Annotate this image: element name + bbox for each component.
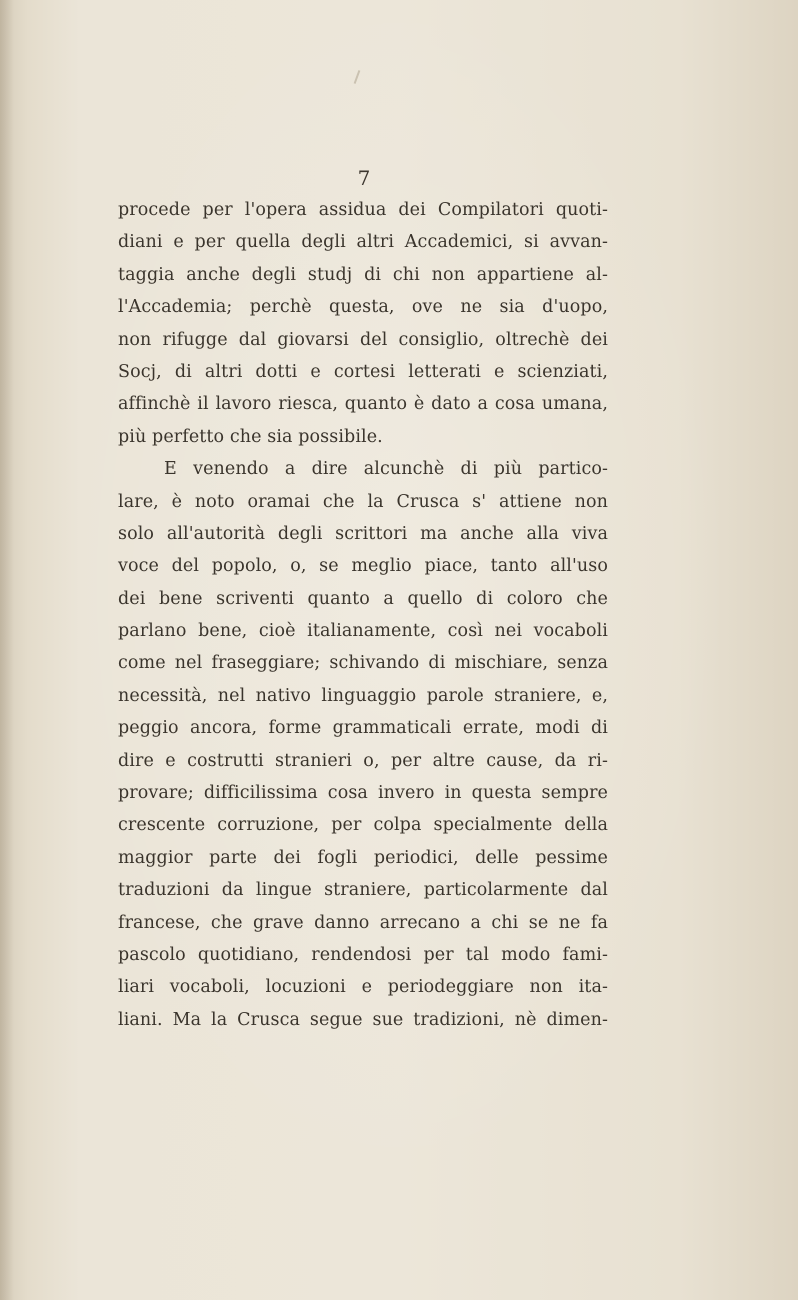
text-line: dei bene scriventi quanto a quello di coloro che	[118, 588, 608, 609]
text-line: pascolo quotidiano, rendendosi per tal modo fami-	[118, 944, 608, 965]
text-line: come nel fraseggiare; schivando di mischiare, senza	[118, 653, 608, 674]
text-line: parlano bene, cioè italianamente, così nei vocaboli	[118, 621, 608, 642]
text-line: solo all'autorità degli scrittori ma anche alla viva	[118, 523, 608, 544]
text-line: voce del popolo, o, se meglio piace, tanto all'uso	[118, 556, 608, 577]
text-line: necessità, nel nativo linguaggio parole straniere, e,	[118, 685, 608, 706]
text-line: taggia anche degli studj di chi non appartiene al-	[118, 264, 608, 285]
paragraph-end-line: più perfetto che sia possibile.	[118, 426, 383, 447]
text-line: affinchè il lavoro riesca, quanto è dato a cosa umana,	[118, 394, 608, 415]
text-line: liani. Ma la Crusca segue sue tradizioni, nè dimen-	[118, 1009, 608, 1030]
body-text	[118, 194, 608, 1036]
text-line: l'Accademia; perchè questa, ove ne sia d'uopo,	[118, 297, 608, 318]
text-line: procede per l'opera assidua dei Compilatori quoti-	[118, 200, 608, 220]
text-line: crescente corruzione, per colpa specialmente della	[118, 815, 608, 836]
text-line: traduzioni da lingue straniere, particolarmente dal	[118, 880, 608, 901]
text-line: lare, è noto oramai che la Crusca s' attiene non	[118, 491, 608, 512]
text-line: dire e costrutti stranieri o, per altre cause, da ri-	[118, 750, 608, 771]
page-number: 7	[357, 166, 371, 190]
text-line: peggio ancora, forme grammaticali errate, modi di	[118, 718, 608, 739]
text-line: Socj, di altri dotti e cortesi letterati e scienziati,	[118, 361, 608, 382]
text-line: liari vocaboli, locuzioni e periodeggiare non ita-	[118, 977, 608, 998]
text-line: non rifugge dal giovarsi del consiglio, oltrechè dei	[118, 329, 608, 350]
text-line: provare; difficilissima cosa invero in questa sempre	[118, 783, 608, 804]
text-line: diani e per quella degli altri Accademici, si avvan-	[118, 232, 608, 253]
pencil-mark	[354, 70, 361, 84]
text-line: francese, che grave danno arrecano a chi se ne fa	[118, 912, 608, 933]
paragraph-start-line: E venendo a dire alcunchè di più partico-	[164, 459, 608, 480]
text-line: maggior parte dei fogli periodici, delle pessime	[118, 847, 608, 868]
